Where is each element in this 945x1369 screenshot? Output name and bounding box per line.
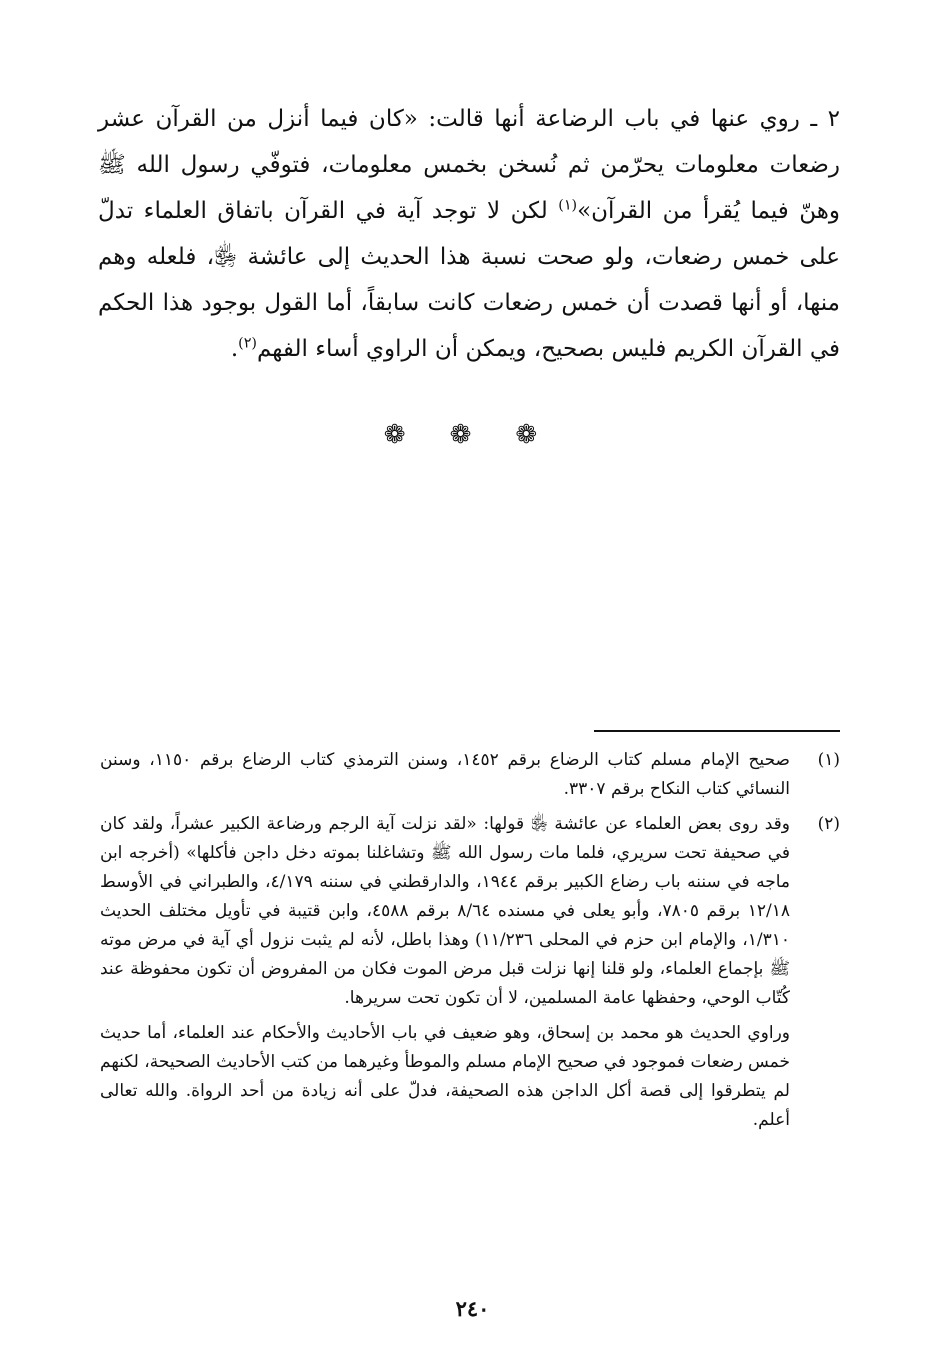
footnote-marker-1: (١) <box>558 197 578 214</box>
section-divider-ornaments <box>0 420 945 450</box>
footnote-1-number: (١) <box>817 750 840 770</box>
footnote-separator-line <box>594 730 840 732</box>
main-paragraph <box>98 96 840 372</box>
footnotes-section <box>100 746 840 1141</box>
flower-ornament-icon: ❁ <box>515 420 562 450</box>
flower-ornament-icon: ❁ <box>383 420 430 450</box>
footnote-1-text: صحيح الإمام مسلم كتاب الرضاع برقم ١٤٥٢، وسنن الترمذي كتاب الرضاع برقم ١١٥٠، وسنن النسائي كتاب النكاح برقم ٣٣٠٧. <box>100 750 790 799</box>
footnote-2-text: وقد روى بعض العلماء عن عائشة ﵂ قولها: «لقد نزلت آية الرجم ورضاعة الكبير عشراً، ولقد كان في صحيفة تحت سريري، فلما مات رسول الله ﷺ وتشاغلنا بموته دخل داجن فأكلها» (أخرجه ابن ماجه في سننه باب رضاع الكبير برقم ١٩٤٤، والدارقطني في سننه ٤/١٧٩، والطبراني في الأوسط ١٢/١٨ برقم ٧٨٠٥، وأبو يعلى في مسنده ٨/٦٤ برقم ٤٥٨٨، وابن قتيبة في تأويل مختلف الحديث ١/٣١٠، والإمام ابن حزم في المحلى ١١/٢٣٦) وهذا باطل، لأنه لم يثبت نزول أي آية في مرض موته ﷺ بإجماع العلماء، ولو قلنا إنها نزلت قبل مرض الموت فكان من المفروض أن تكون محفوظة عند كُتّاب الوحي، وحفظها عامة المسلمين، لا أن تكون تحت سريرها. <box>100 814 791 1008</box>
main-text-block <box>98 96 840 372</box>
footnote-1 <box>100 746 840 804</box>
flower-ornament-icon: ❁ <box>449 420 496 450</box>
main-text-end: . <box>230 336 239 362</box>
page-number: ٢٤٠ <box>455 1296 490 1321</box>
main-text-part-2: لكن لا توجد آية في القرآن باتفاق العلماء تدلّ على خمس رضعات، ولو صحت نسبة هذا الحديث إلى عائشة ﵂، فلعله وهم منها، أو أنها قصدت أن خمس رضعات كانت سابقاً، أما القول بوجود هذا الحكم في القرآن الكريم فليس بصحيح، ويمكن أن الراوي أساء الفهم <box>98 198 840 362</box>
footnote-2 <box>100 810 840 1135</box>
footnote-2-continuation: وراوي الحديث هو محمد بن إسحاق، وهو ضعيف في باب الأحاديث والأحكام عند العلماء، أما حديث خمس رضعات فموجود في صحيح الإمام مسلم والموطأ وغيرهما من كتب الأحاديث الصحيحة، لكنهم لم يتطرقوا إلى قصة أكل الداجن هذه الصحيفة، فدلّ على أنه زيادة من أحد الرواة. والله تعالى أعلم. <box>100 1023 790 1130</box>
main-text-part-1: ٢ ـ روي عنها في باب الرضاعة أنها قالت: «كان فيما أنزل من القرآن عشر رضعات معلومات يحرّمن ثم نُسخن بخمس معلومات، فتوفّي رسول الله ﷺ وهنّ فيما يُقرأ من القرآن» <box>98 106 841 224</box>
footnote-2-number: (٢) <box>817 814 840 834</box>
footnote-marker-2: (٢) <box>238 335 257 352</box>
footnote-2-body <box>100 810 790 1135</box>
